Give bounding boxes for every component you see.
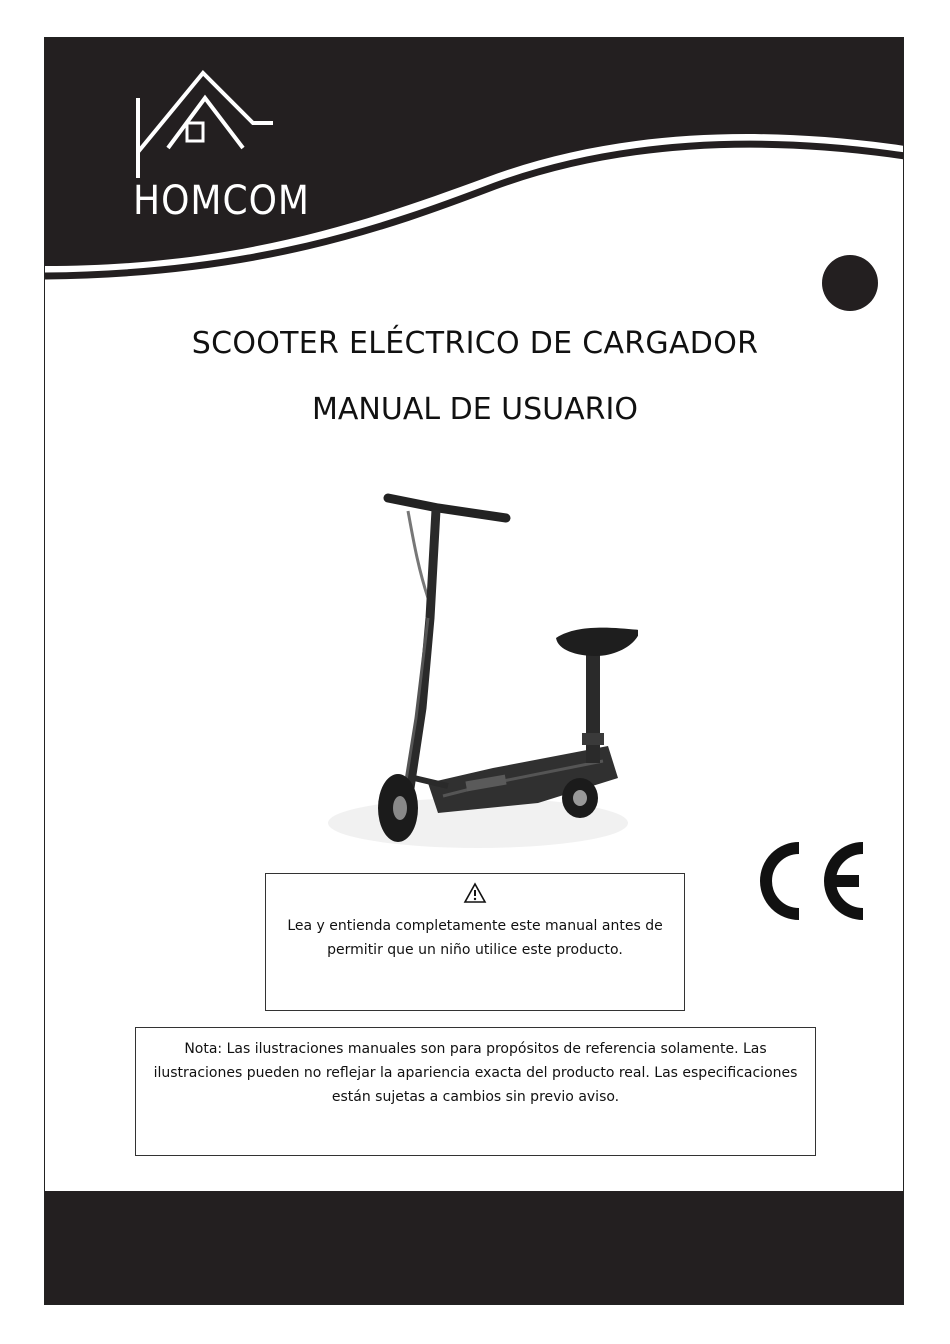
warning-box [265,873,685,1011]
brand-logo-text: HOMCOM [133,178,310,224]
scooter-photo [318,478,638,858]
footer-band [45,1191,904,1304]
warning-triangle-icon [463,882,487,904]
note-box [135,1027,816,1156]
warning-text: Lea y entienda completamente este manual antes de permitir que un niño utilice este producto. [287,918,663,958]
ce-mark-icon [751,838,871,924]
house-roof-icon [133,68,283,178]
document-title: SCOOTER ELÉCTRICO DE CARGADOR [191,326,759,361]
document-subtitle: MANUAL DE USUARIO [312,392,638,427]
region-marker-dot [822,255,878,311]
homcom-logo [133,68,310,228]
manual-cover-page [44,37,904,1305]
note-text: Nota: Las ilustraciones manuales son para propósitos de referencia solamente. Las ilustraciones pueden no reflejar la apariencia exacta del producto real. Las especificaciones están sujetas a cambios sin previo aviso. [153,1041,798,1105]
